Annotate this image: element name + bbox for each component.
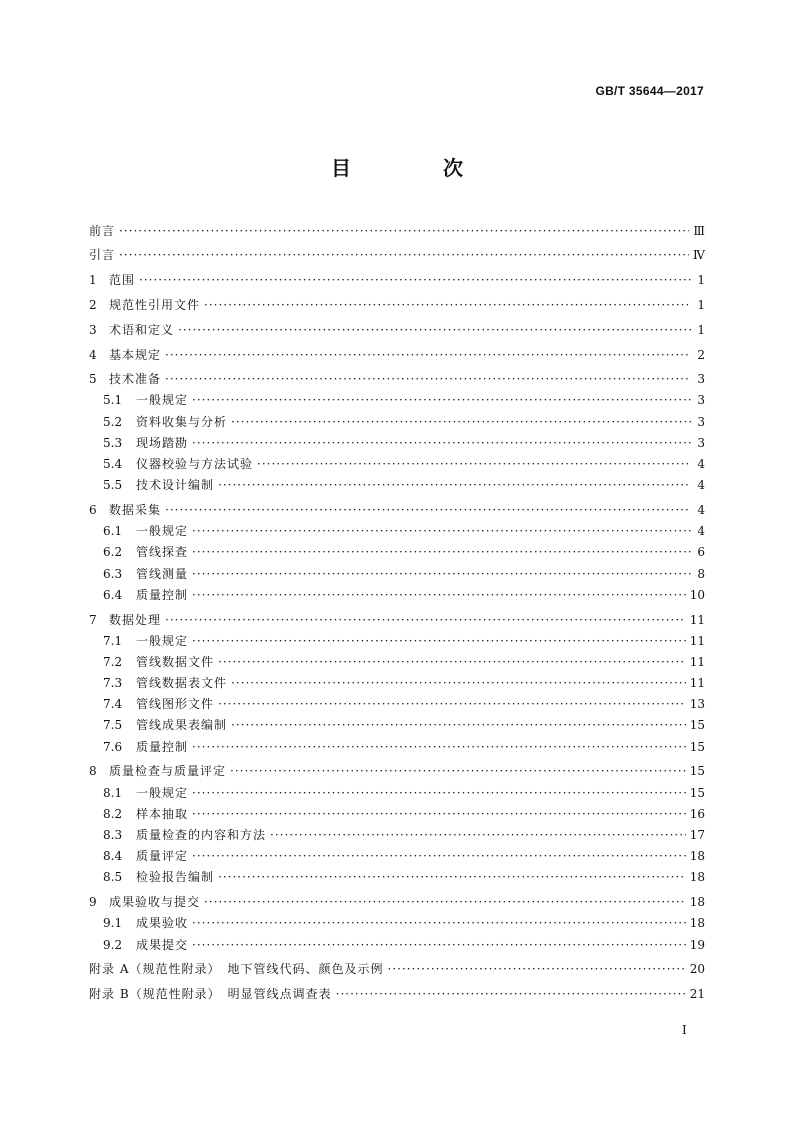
toc-entry-title: 成果验收与提交 [109, 895, 201, 910]
toc-leader-dots [165, 503, 691, 517]
toc-entry-number: 5.2 [103, 414, 123, 429]
toc-entry-number: 1 [89, 273, 97, 288]
toc-entry[interactable] [89, 501, 705, 522]
toc-entry-number: 8.1 [103, 785, 123, 800]
toc-leader-dots [231, 676, 686, 690]
toc-entry[interactable] [89, 985, 705, 1006]
toc-entry-page: 11 [689, 654, 705, 669]
toc-entry-title: 资料收集与分析 [136, 414, 228, 429]
toc-entry-title: 术语和定义 [109, 322, 175, 337]
toc-entry[interactable] [89, 868, 705, 889]
toc-entry[interactable] [89, 674, 705, 695]
toc-entry-title: 范围 [109, 273, 136, 288]
toc-entry-title: 成果提交 [136, 937, 189, 952]
toc-entry-page: 8 [697, 566, 705, 581]
toc-entry[interactable] [89, 271, 705, 292]
toc-entry-title: 前言 [89, 223, 116, 238]
toc-entry-page: 18 [689, 895, 705, 910]
toc-entry-page: 18 [689, 870, 705, 885]
toc-entry[interactable] [89, 455, 705, 476]
toc-entry-title: 质量评定 [136, 849, 189, 864]
toc-entry-title: 管线测量 [136, 566, 189, 581]
toc-entry-title: 质量检查的内容和方法 [136, 828, 267, 842]
toc-entry[interactable] [89, 960, 705, 981]
toc-entry-number: 7.5 [103, 718, 123, 733]
toc-entry-page: 10 [689, 587, 705, 602]
toc-entry[interactable] [89, 476, 705, 497]
toc-leader-dots [192, 938, 686, 952]
toc-entry-title: 附录 A（规范性附录） 地下管线代码、颜色及示例 [89, 962, 384, 977]
toc-leader-dots [192, 740, 686, 754]
toc-entry[interactable] [89, 716, 705, 737]
toc-entry-title: 附录 B（规范性附录） 明显管线点调查表 [89, 987, 332, 1002]
toc-entry-page: 1 [697, 322, 705, 337]
toc-entry-number: 7.4 [103, 697, 123, 712]
toc-entry[interactable] [89, 805, 705, 826]
toc-leader-dots [387, 962, 685, 976]
toc-entry-title: 样本抽取 [136, 806, 189, 821]
toc-entry-number: 7.1 [103, 633, 123, 648]
standard-code: GB/T 35644—2017 [595, 84, 704, 98]
toc-entry-number: 8.5 [103, 870, 123, 885]
toc-entry-number: 5.1 [103, 393, 123, 408]
toc-leader-dots [192, 393, 691, 407]
toc-entry-title: 质量检查与质量评定 [109, 764, 227, 779]
toc-leader-dots [204, 895, 686, 909]
toc-entry-page: 4 [697, 457, 705, 472]
toc-leader-dots [192, 849, 686, 863]
toc-entry-title: 质量控制 [136, 587, 189, 602]
toc-entry[interactable] [89, 413, 705, 434]
toc-entry[interactable] [89, 847, 705, 868]
toc-entry-page: Ⅳ [693, 248, 705, 263]
toc-entry[interactable] [89, 586, 705, 607]
toc-leader-dots [192, 567, 691, 581]
toc-entry-page: 18 [689, 849, 705, 864]
toc-entry-number: 3 [89, 322, 97, 337]
toc-leader-dots [192, 524, 691, 538]
toc-leader-dots [192, 807, 686, 821]
toc-leader-dots [231, 718, 686, 732]
toc-entry[interactable] [89, 611, 705, 632]
toc-entry-title: 一般规定 [136, 785, 189, 800]
toc-leader-dots [165, 372, 691, 386]
toc-entry-title: 管线成果表编制 [136, 718, 228, 733]
toc-entry-page: 18 [689, 916, 705, 931]
toc-leader-dots [230, 764, 686, 778]
toc-entry-number: 8.4 [103, 849, 123, 864]
toc-entry-title: 管线探查 [136, 545, 189, 560]
toc-entry-title: 质量控制 [136, 739, 189, 754]
toc-entry-number: 9.2 [103, 937, 123, 952]
toc-leader-dots [231, 415, 691, 429]
toc-entry-page: 3 [697, 372, 705, 387]
toc-entry-title: 一般规定 [136, 393, 189, 408]
toc-entry[interactable] [89, 321, 705, 342]
toc-entry-page: 11 [689, 612, 705, 627]
toc-leader-dots [270, 828, 686, 842]
toc-leader-dots [257, 457, 691, 471]
toc-leader-dots [336, 987, 686, 1001]
toc-entry-number: 7.2 [103, 654, 123, 669]
toc-entry-title: 管线数据表文件 [136, 676, 228, 691]
toc-entry-number: 9.1 [103, 916, 123, 931]
table-of-contents [89, 218, 705, 1006]
toc-entry-page: 15 [689, 718, 705, 733]
toc-entry-number: 6.4 [103, 587, 123, 602]
toc-entry-page: 19 [689, 937, 705, 952]
toc-entry-title: 数据处理 [109, 612, 162, 627]
toc-leader-dots [218, 478, 691, 492]
toc-entry-number: 9 [89, 895, 97, 910]
toc-entry-title: 管线图形文件 [136, 697, 215, 712]
toc-entry-page: 16 [689, 806, 705, 821]
toc-entry-number: 8 [89, 764, 97, 779]
toc-entry-number: 4 [89, 347, 97, 362]
toc-leader-dots [204, 298, 691, 312]
toc-entry[interactable] [89, 893, 705, 914]
toc-leader-dots [192, 916, 686, 930]
toc-entry-page: 15 [689, 739, 705, 754]
toc-entry-title: 一般规定 [136, 524, 189, 539]
toc-entry-page: 20 [689, 962, 705, 977]
toc-leader-dots [192, 436, 691, 450]
toc-entry[interactable] [89, 370, 705, 391]
toc-entry-page: 3 [697, 393, 705, 408]
toc-entry-title: 技术准备 [109, 372, 162, 387]
toc-entry-page: 17 [689, 828, 705, 842]
toc-entry-number: 7 [89, 612, 97, 627]
toc-leader-dots [178, 323, 691, 337]
toc-entry-title: 仪器校验与方法试验 [136, 457, 254, 472]
toc-entry[interactable] [89, 914, 705, 935]
toc-entry-title: 管线数据文件 [136, 654, 215, 669]
toc-leader-dots [192, 588, 686, 602]
toc-leader-dots [192, 634, 686, 648]
footer-page-number: Ⅰ [682, 1023, 687, 1037]
toc-entry[interactable] [89, 632, 705, 653]
toc-entry-page: 4 [697, 524, 705, 539]
toc-entry-page: 15 [689, 785, 705, 800]
toc-entry[interactable] [89, 565, 705, 586]
toc-entry-page: 13 [689, 697, 705, 712]
toc-entry[interactable] [89, 784, 705, 805]
toc-entry[interactable] [89, 391, 705, 412]
toc-entry-page: Ⅲ [693, 223, 705, 238]
toc-leader-dots [218, 697, 686, 711]
toc-leader-dots [192, 545, 691, 559]
toc-entry-title: 基本规定 [109, 347, 162, 362]
toc-leader-dots [119, 248, 689, 262]
toc-entry-number: 5.5 [103, 478, 123, 493]
toc-entry-number: 6.3 [103, 566, 123, 581]
toc-entry-page: 3 [697, 435, 705, 450]
toc-entry[interactable] [89, 543, 705, 564]
toc-entry-number: 6 [89, 503, 97, 517]
toc-entry-number: 7.3 [103, 676, 123, 691]
toc-entry-number: 5 [89, 372, 97, 387]
toc-entry[interactable] [89, 653, 705, 674]
toc-leader-dots [192, 786, 686, 800]
toc-entry-title: 一般规定 [136, 633, 189, 648]
toc-entry-number: 8.3 [103, 828, 123, 842]
toc-leader-dots [165, 613, 686, 627]
toc-entry[interactable] [89, 695, 705, 716]
toc-entry[interactable] [89, 434, 705, 455]
toc-entry-page: 1 [697, 273, 705, 288]
toc-leader-dots [165, 348, 691, 362]
toc-entry-number: 5.4 [103, 457, 123, 472]
toc-entry-title: 数据采集 [109, 503, 162, 517]
toc-entry-page: 11 [689, 676, 705, 691]
toc-entry-title: 规范性引用文件 [109, 297, 201, 312]
toc-entry-title: 成果验收 [136, 916, 189, 931]
toc-entry[interactable] [89, 738, 705, 759]
toc-entry-title: 现场踏勘 [136, 435, 189, 450]
toc-entry-page: 11 [689, 633, 705, 648]
toc-entry-page: 4 [697, 503, 705, 517]
toc-entry-number: 7.6 [103, 739, 123, 754]
toc-entry-number: 5.3 [103, 435, 123, 450]
toc-entry-page: 2 [697, 347, 705, 362]
toc-entry-number: 2 [89, 297, 97, 312]
toc-entry-page: 21 [689, 987, 705, 1002]
toc-leader-dots [218, 870, 686, 884]
toc-entry[interactable] [89, 936, 705, 957]
toc-entry-page: 15 [689, 764, 705, 779]
toc-entry-title: 引言 [89, 248, 116, 263]
toc-entry-title: 检验报告编制 [136, 870, 215, 885]
toc-entry-page: 3 [697, 414, 705, 429]
toc-entry-title: 技术设计编制 [136, 478, 215, 493]
toc-leader-dots [218, 655, 686, 669]
toc-entry-number: 6.1 [103, 524, 123, 539]
toc-entry-number: 6.2 [103, 545, 123, 560]
toc-entry[interactable] [89, 296, 705, 317]
toc-entry-page: 6 [697, 545, 705, 560]
toc-leader-dots [139, 273, 691, 287]
page-title: 目 次 [331, 156, 499, 180]
toc-entry[interactable] [89, 222, 705, 243]
toc-entry[interactable] [89, 346, 705, 367]
toc-entry[interactable] [89, 522, 705, 543]
toc-entry-page: 1 [697, 297, 705, 312]
toc-entry[interactable] [89, 246, 705, 267]
toc-entry[interactable] [89, 826, 705, 847]
toc-leader-dots [119, 224, 689, 238]
toc-entry-page: 4 [697, 478, 705, 493]
toc-entry-number: 8.2 [103, 806, 123, 821]
toc-entry[interactable] [89, 762, 705, 783]
